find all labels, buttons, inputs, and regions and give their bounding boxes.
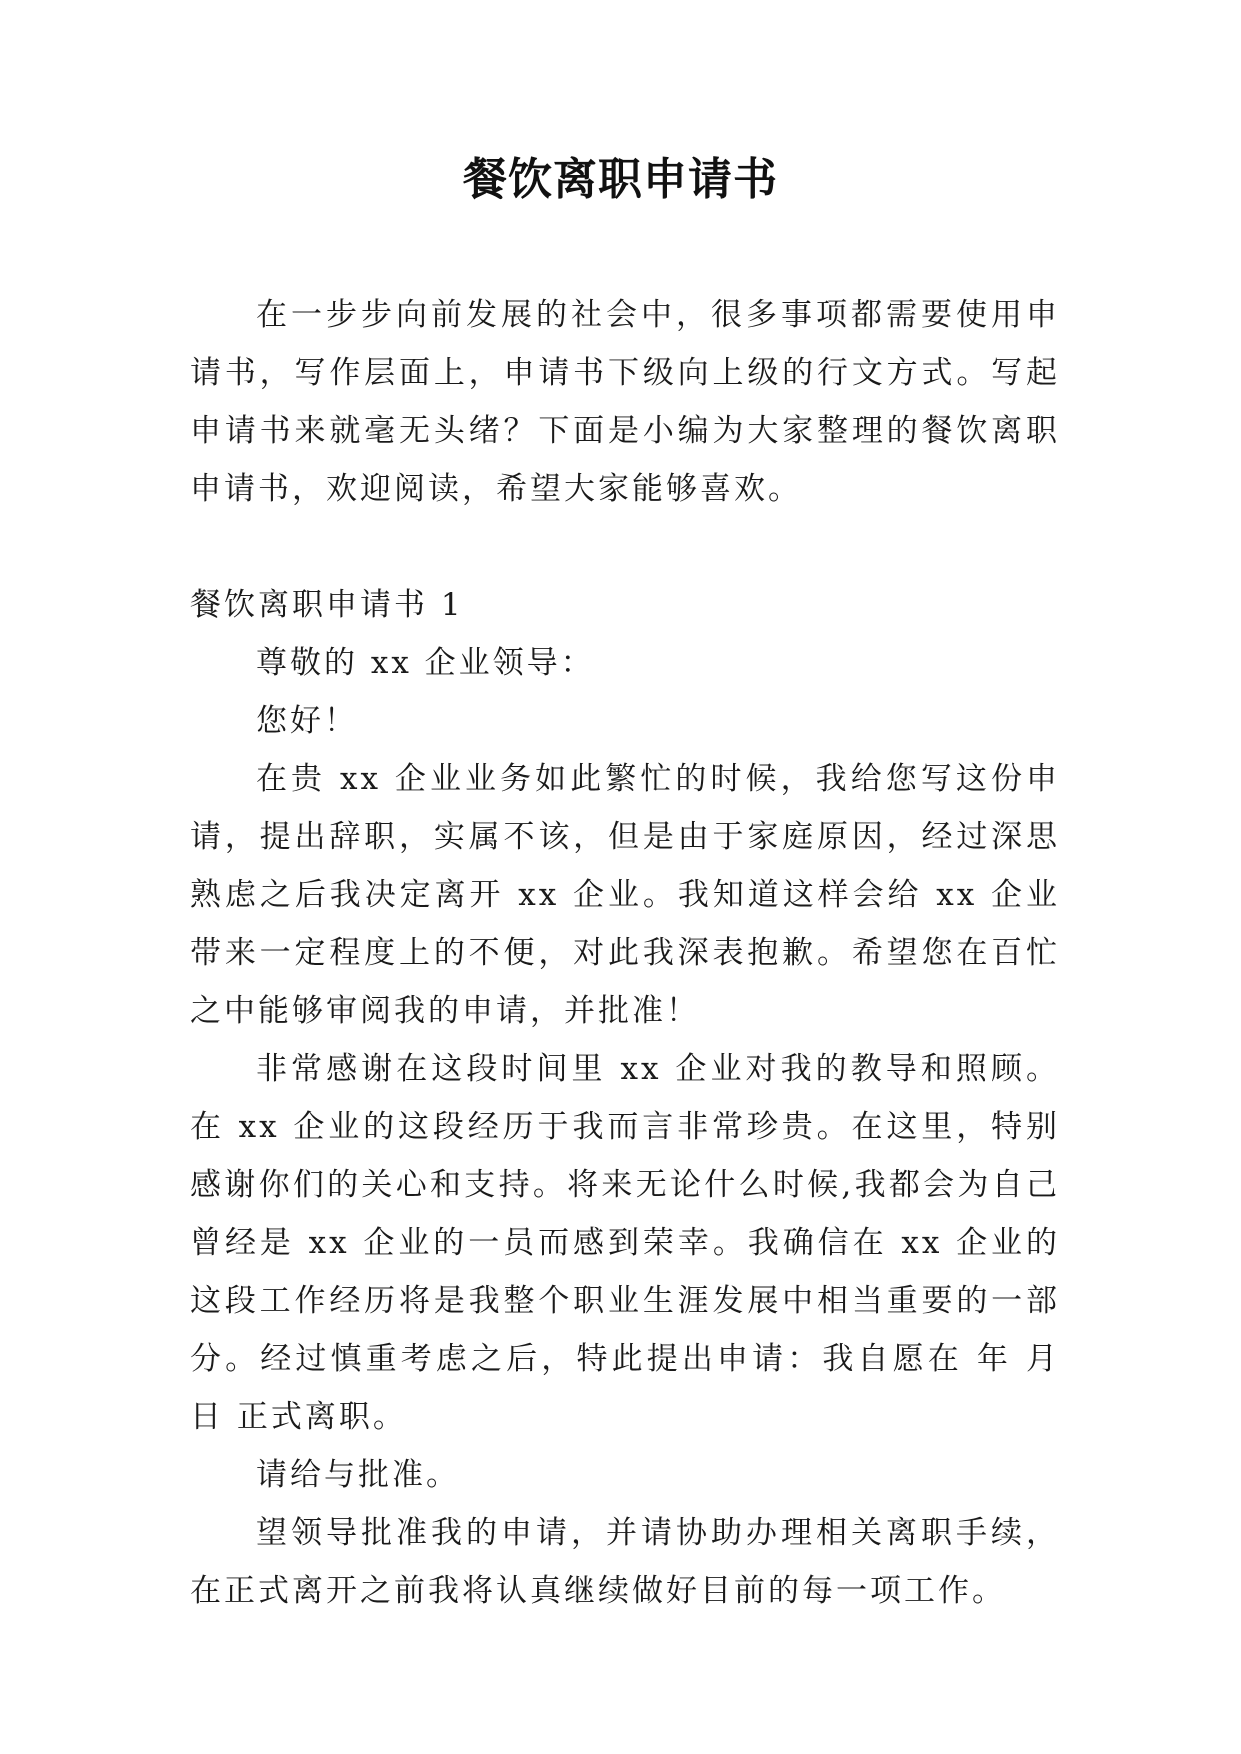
letter-paragraph: 在贵 xx 企业业务如此繁忙的时候，我给您写这份申请，提出辞职，实属不该，但是由于家庭原因，经过深思熟虑之后我决定离开 xx 企业。我知道这样会给 xx 企业带来一定程度上的不便，对此我深表抱歉。希望您在百忙之中能够审阅我的申请，并批准！	[190, 761, 1060, 1029]
salutation: 尊敬的 xx 企业领导：	[256, 645, 595, 681]
letter-paragraph: 请给与批准。	[256, 1457, 460, 1493]
letter-paragraph: 非常感谢在这段时间里 xx 企业对我的教导和照顾。在 xx 企业的这段经历于我而言非常珍贵。在这里，特别感谢你们的关心和支持。将来无论什么时候,我都会为自己曾经是 xx 企业的一员而感到荣幸。我确信在 xx 企业的这段工作经历将是我整个职业生涯发展中相当重要的一部分。经过慎重考虑之后，特此提出申请：我自愿在 年 月 日 正式离职。	[190, 1051, 1060, 1435]
letter-section	[190, 576, 1060, 1620]
greeting: 您好！	[256, 703, 358, 739]
letter-paragraph: 望领导批准我的申请，并请协助办理相关离职手续，在正式离开之前我将认真继续做好目前的每一项工作。	[190, 1515, 1060, 1609]
intro-section	[190, 286, 1060, 518]
intro-paragraph: 在一步步向前发展的社会中，很多事项都需要使用申请书，写作层面上，申请书下级向上级的行文方式。写起申请书来就毫无头绪？下面是小编为大家整理的餐饮离职申请书，欢迎阅读，希望大家能够喜欢。	[190, 297, 1060, 507]
section-heading: 餐饮离职申请书 1	[190, 587, 464, 623]
document-title: 餐饮离职申请书	[463, 154, 778, 205]
